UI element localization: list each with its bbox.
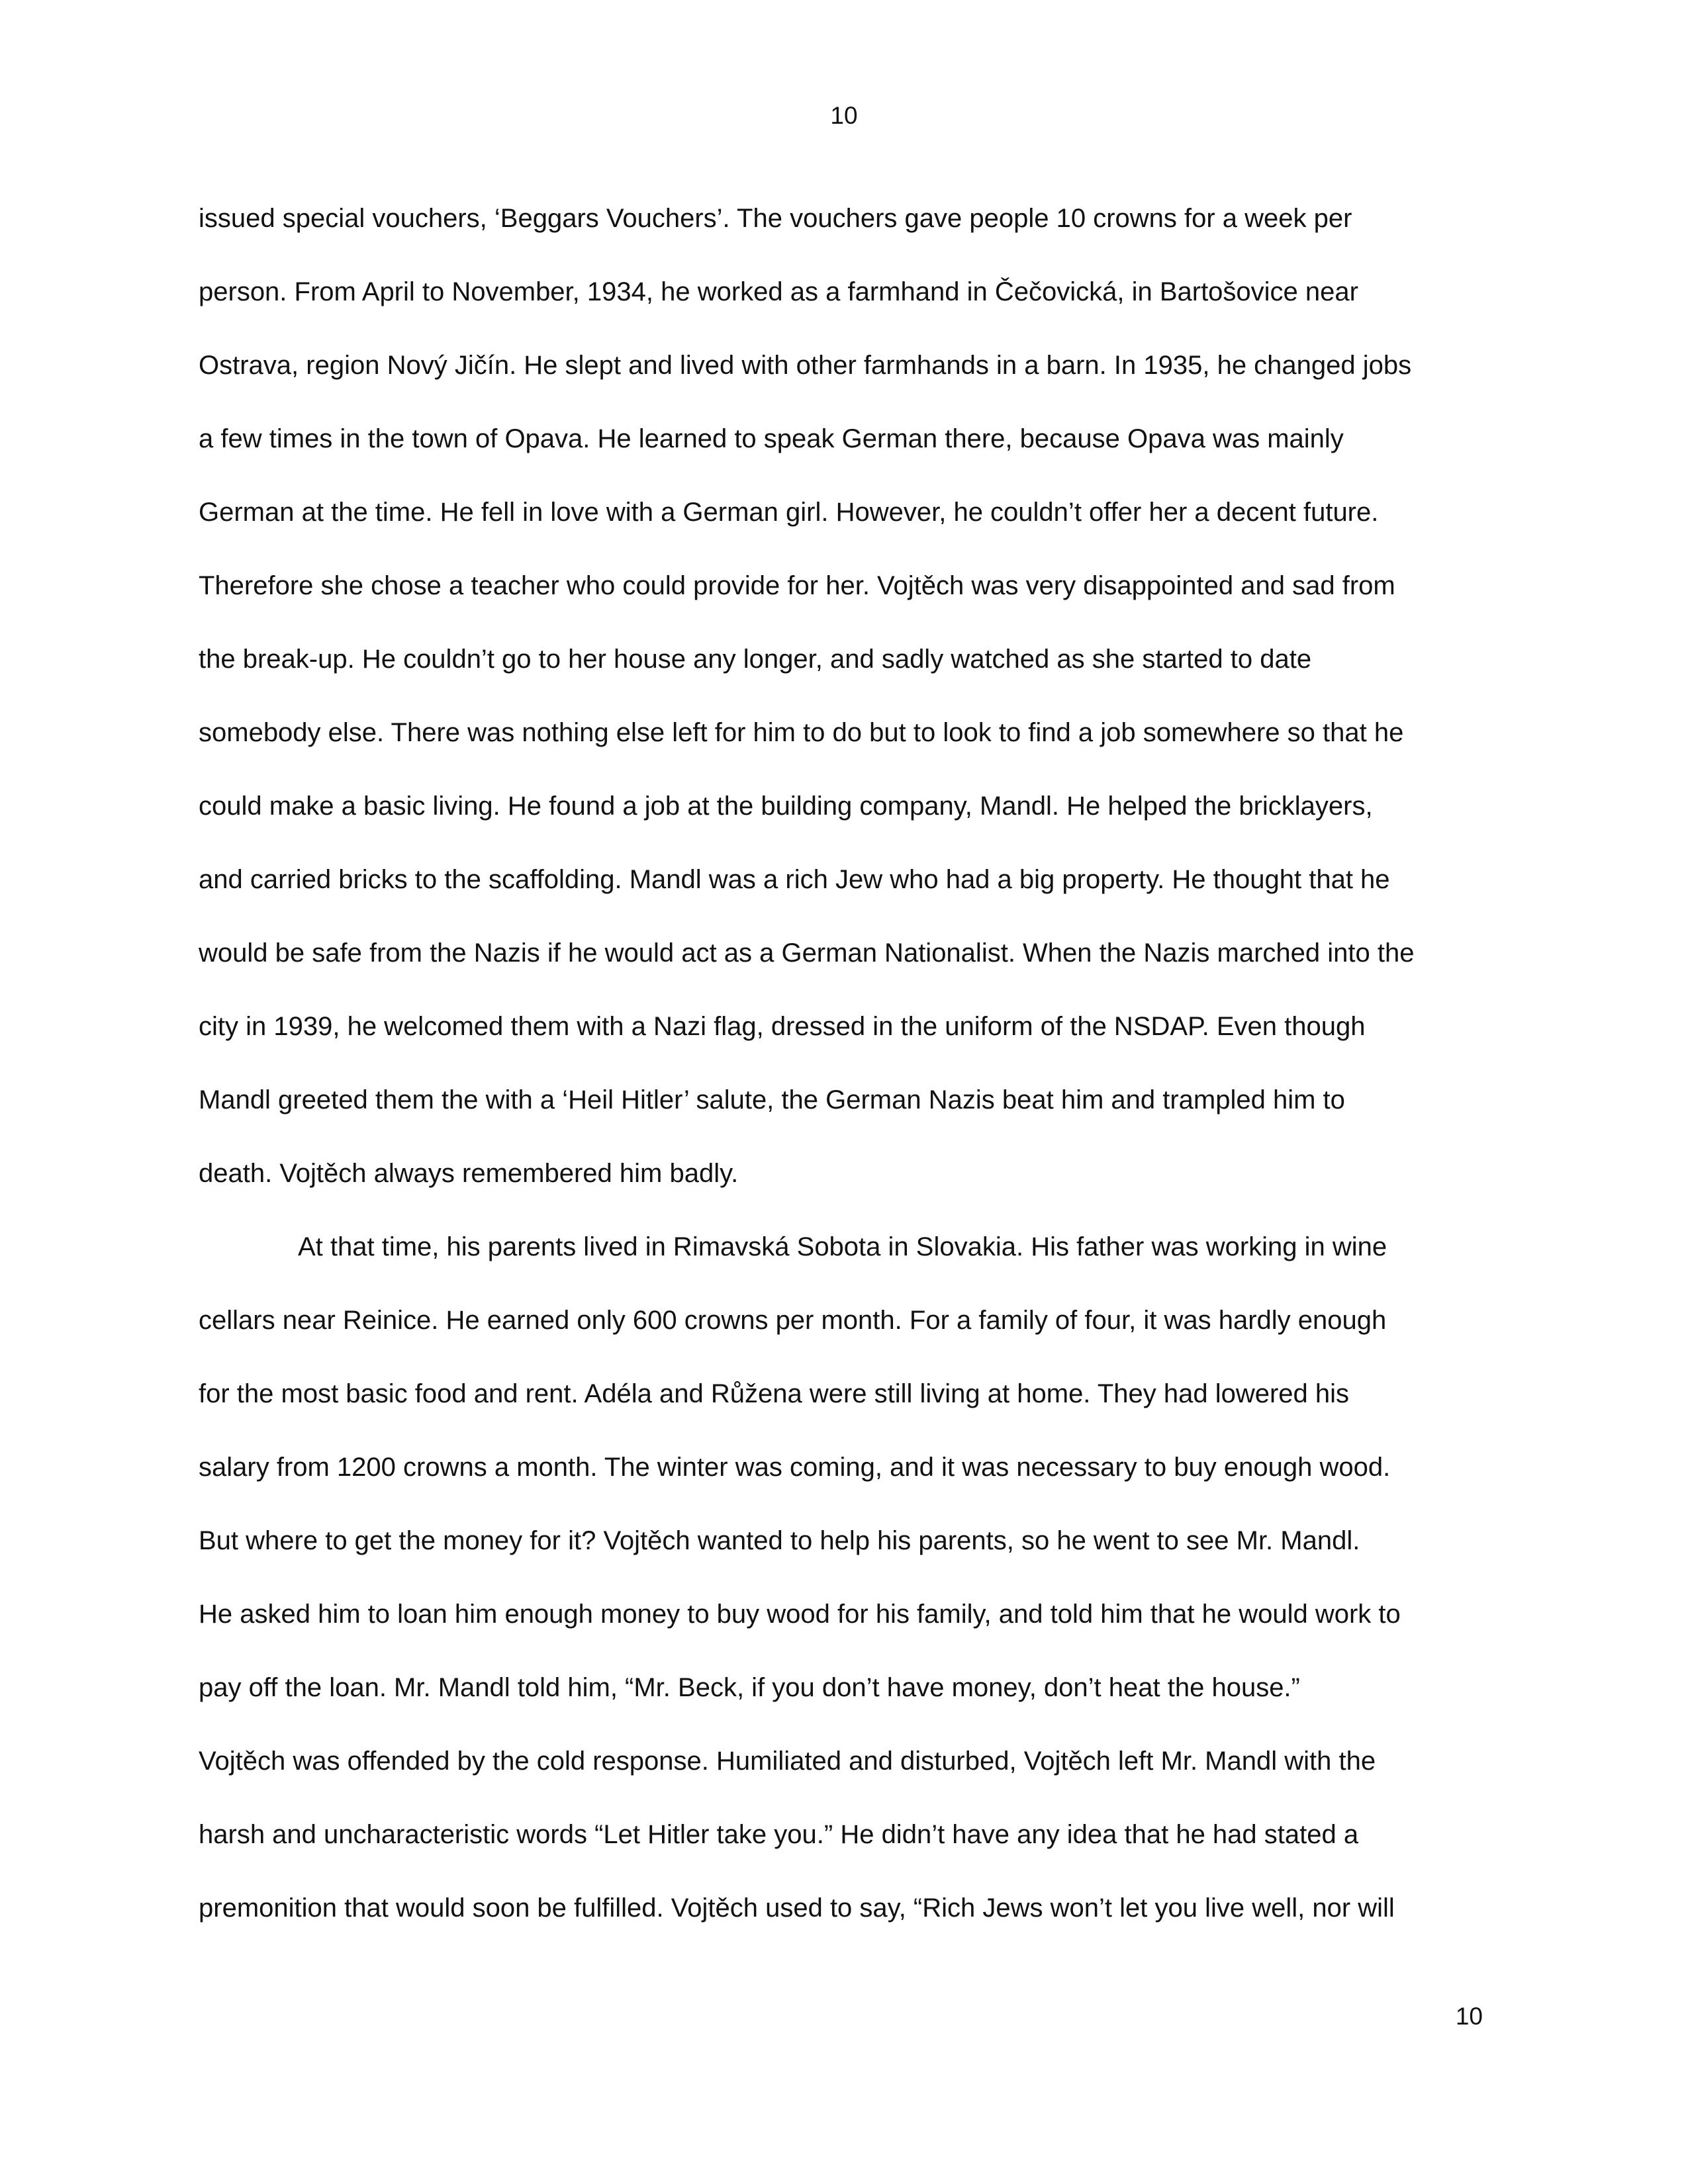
text-line: He asked him to loan him enough money to buy wood for his family, and told him that he would work to [199,1600,1401,1629]
text-line: Vojtěch was offended by the cold response. Humiliated and disturbed, Vojtěch left Mr. Mandl with the [199,1747,1376,1776]
text-line: cellars near Reinice. He earned only 600 crowns per month. For a family of four, it was hardly enough [199,1306,1387,1335]
text-line: salary from 1200 crowns a month. The winter was coming, and it was necessary to buy enough wood. [199,1453,1391,1482]
text-line: But where to get the money for it? Vojtěch wanted to help his parents, so he went to see Mr. Mandl. [199,1526,1360,1555]
text-line: German at the time. He fell in love with a German girl. However, he couldn’t offer her a decent future. [199,498,1379,527]
body-text [199,199,1489,1962]
text-line: would be safe from the Nazis if he would act as a German Nationalist. When the Nazis marched into the [199,938,1415,968]
text-line: and carried bricks to the scaffolding. Mandl was a rich Jew who had a big property. He thought that he [199,865,1390,894]
page-number-footer: 10 [1455,2003,1483,2030]
page-number-header: 10 [830,102,858,129]
text-line: person. From April to November, 1934, he worked as a farmhand in Čečovická, in Bartošovice near [199,277,1358,306]
paragraph-first-line: At that time, his parents lived in Rimavská Sobota in Slovakia. His father was working in wine [298,1232,1387,1261]
text-line: pay off the loan. Mr. Mandl told him, “Mr. Beck, if you don’t have money, don’t heat the house.” [199,1673,1300,1702]
text-line: harsh and uncharacteristic words “Let Hitler take you.” He didn’t have any idea that he had stated a [199,1820,1359,1849]
text-line: a few times in the town of Opava. He learned to speak German there, because Opava was mainly [199,424,1344,453]
text-line: could make a basic living. He found a job at the building company, Mandl. He helped the bricklayers, [199,792,1373,821]
text-line: for the most basic food and rent. Adéla and Růžena were still living at home. They had lowered his [199,1379,1350,1408]
text-line: death. Vojtěch always remembered him badly. [199,1159,739,1188]
text-line: the break-up. He couldn’t go to her house any longer, and sadly watched as she started to date [199,645,1312,674]
text-line: Therefore she chose a teacher who could provide for her. Vojtěch was very disappointed and sad from [199,571,1395,600]
text-line: issued special vouchers, ‘Beggars Vouchers’. The vouchers gave people 10 crowns for a week per [199,204,1352,233]
text-line: city in 1939, he welcomed them with a Nazi flag, dressed in the uniform of the NSDAP. Even though [199,1012,1366,1041]
text-line: Ostrava, region Nový Jičín. He slept and lived with other farmhands in a barn. In 1935, he changed jobs [199,351,1412,380]
text-line: premonition that would soon be fulfilled. Vojtěch used to say, “Rich Jews won’t let you live well, nor will [199,1893,1395,1923]
text-line: somebody else. There was nothing else left for him to do but to look to find a job somewhere so that he [199,718,1404,747]
text-line: Mandl greeted them the with a ‘Heil Hitler’ salute, the German Nazis beat him and trampled him to [199,1085,1345,1115]
